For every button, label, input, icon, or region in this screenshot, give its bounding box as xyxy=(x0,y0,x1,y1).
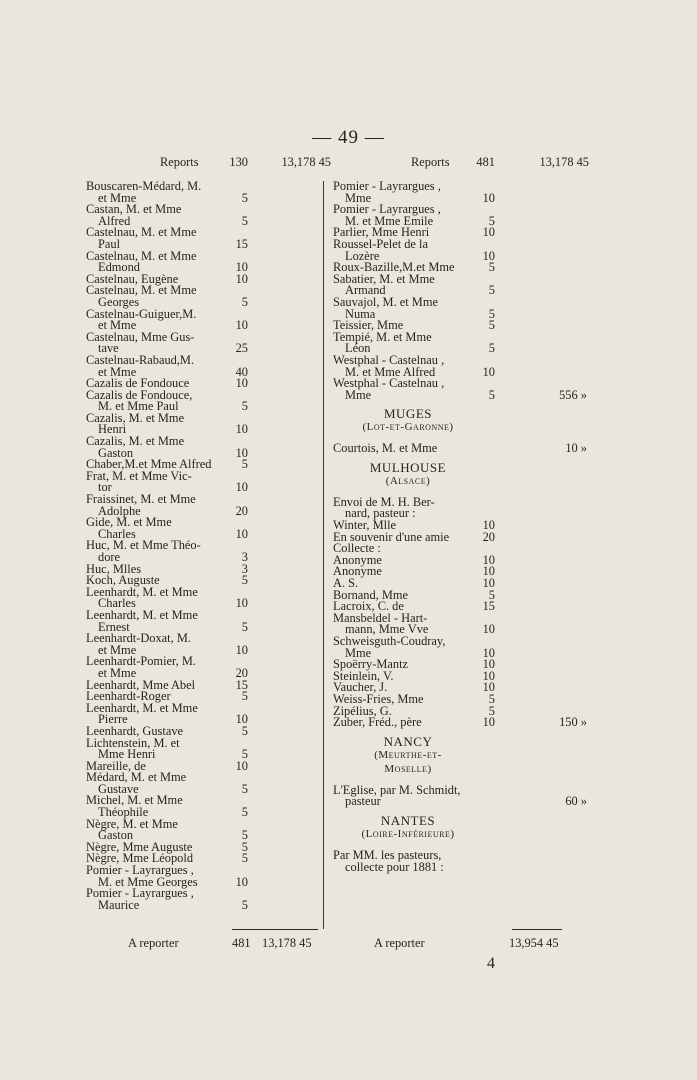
entry-name: Adolphe xyxy=(98,503,141,518)
entry-row xyxy=(86,540,326,552)
entry-amount: 10 xyxy=(482,622,495,637)
region-subheading: (Lot-et-Garonne) xyxy=(362,421,454,434)
entry-name: Parlier, Mme Henri xyxy=(333,225,430,240)
entry-amount: 5 xyxy=(241,213,248,228)
entry-name: Roux-Bazille,M.et Mme xyxy=(333,260,455,275)
entry-name: Alfred xyxy=(98,213,131,228)
entry-name: Courtois, M. et Mme xyxy=(333,441,438,456)
right-reports-count: 481 xyxy=(476,155,495,169)
entry-name: Paul xyxy=(98,236,121,251)
entry-amount: 10 xyxy=(482,552,495,567)
entry-name: Leenhardt, Gustave xyxy=(86,723,184,738)
entry-amount: 10 xyxy=(482,715,495,730)
entry-amount: 10 xyxy=(482,576,495,591)
entry-name: Schweisguth-Coudray, xyxy=(333,634,446,648)
entry-name: pasteur xyxy=(345,794,381,809)
entry-row xyxy=(86,227,326,239)
left-reports-amount: 13,178 45 xyxy=(281,155,331,169)
entry-name: Gustave xyxy=(98,781,139,796)
left-reports-count: 130 xyxy=(229,155,248,169)
entry-name: Cazalis, M. et Mme xyxy=(86,434,185,449)
entry-name: Castan, M. et Mme xyxy=(86,202,182,217)
entry-amount: 10 xyxy=(482,668,495,683)
entry-name: Bornand, Mme xyxy=(333,587,409,602)
region-subheading: (Alsace) xyxy=(385,474,431,487)
entry-name: Castelnau, M. et Mme xyxy=(86,225,197,240)
entry-name: Huc, Mlles xyxy=(86,561,142,576)
entry-name: L'Eglise, par M. Schmidt, xyxy=(333,782,461,797)
entry-amount: 5 xyxy=(241,399,248,414)
entry-name: Pierre xyxy=(98,712,128,727)
entry-amount: 10 xyxy=(235,376,248,391)
entry-row xyxy=(333,794,587,809)
entry-name: Mme Henri xyxy=(98,747,156,762)
entry-name: collecte pour 1881 : xyxy=(345,859,444,874)
left-reports-label: Reports xyxy=(160,155,199,169)
entry-name: et Mme xyxy=(98,665,137,680)
right-entry-list xyxy=(333,179,587,874)
left-carried-forward xyxy=(86,155,331,181)
entry-row xyxy=(333,441,587,456)
entry-amount: 5 xyxy=(241,573,248,588)
entry-amount: 10 xyxy=(235,445,248,460)
entry-amount: 5 xyxy=(241,457,248,472)
left-entry-list xyxy=(86,181,326,911)
entry-name: Spoërry-Mantz xyxy=(333,657,409,672)
entry-name: Sabatier, M. et Mme xyxy=(333,271,435,286)
entry-row xyxy=(86,897,326,912)
entry-name: Ernest xyxy=(98,619,130,634)
entry-name: Michel, M. et Mme xyxy=(86,793,183,808)
entry-amount: 5 xyxy=(241,619,248,634)
entry-name: Leenhardt-Doxat, M. xyxy=(86,631,191,646)
left-total-rule xyxy=(232,929,318,930)
entry-name: Leenhardt, Mme Abel xyxy=(86,677,196,692)
entry-name: Nègre, Mme Auguste xyxy=(86,839,193,854)
entry-amount: 5 xyxy=(488,703,495,718)
right-total-rule xyxy=(512,929,562,930)
city-heading: MULHOUSE xyxy=(369,459,447,475)
entry-name: Fraissinet, M. et Mme xyxy=(86,492,196,507)
entry-subtotal: 10 » xyxy=(565,441,587,456)
entry-name: Gaston xyxy=(98,445,134,460)
right-reports-label: Reports xyxy=(411,155,450,169)
entry-name: Cazalis, M. et Mme xyxy=(86,410,185,425)
entry-amount: 20 xyxy=(235,503,248,518)
entry-name: M. et Mme Paul xyxy=(98,399,179,414)
entry-name: Chaber,M.et Mme Alfred xyxy=(86,457,212,472)
entry-name: dore xyxy=(98,550,121,564)
entry-amount: 10 xyxy=(235,480,248,495)
entry-name: En souvenir d'une amie xyxy=(333,529,450,544)
entry-name: et Mme xyxy=(98,318,137,333)
entry-name: Frat, M. et Mme Vic- xyxy=(86,468,192,483)
entry-amount: 5 xyxy=(241,747,248,762)
right-to-carry-label: A reporter xyxy=(374,936,425,950)
entry-name: et Mme xyxy=(98,364,137,379)
entry-name: Leenhardt-Pomier, M. xyxy=(86,654,196,669)
entry-amount: 25 xyxy=(235,341,248,356)
entry-amount: 10 xyxy=(482,657,495,672)
region-subheading: Moselle) xyxy=(384,762,432,775)
entry-name: Westphal - Castelnau , xyxy=(333,376,445,391)
entry-amount: 5 xyxy=(241,781,248,796)
entry-amount: 10 xyxy=(235,596,248,611)
entry-amount: 3 xyxy=(241,561,248,576)
entry-name: Leenhardt, M. et Mme xyxy=(86,584,198,599)
entry-amount: 5 xyxy=(241,839,248,854)
entry-amount: 10 xyxy=(235,422,248,437)
region-subheading: (Meurthe-et- xyxy=(374,748,442,761)
entry-amount: 5 xyxy=(488,387,495,402)
entry-amount: 10 xyxy=(235,758,248,773)
entry-name: Charles xyxy=(98,596,136,611)
entry-name: et Mme xyxy=(98,642,137,657)
entry-amount: 5 xyxy=(241,723,248,738)
entry-name: Gide, M. et Mme xyxy=(86,515,172,530)
entry-amount: 5 xyxy=(488,283,495,298)
entry-name: Winter, Mlle xyxy=(333,518,397,533)
entry-name: nard, pasteur : xyxy=(345,506,416,521)
entry-name: Westphal - Castelnau , xyxy=(333,352,445,367)
entry-subtotal: 556 » xyxy=(559,387,587,402)
entry-name: Charles xyxy=(98,526,136,541)
entry-name: M. et Mme Alfred xyxy=(345,364,436,379)
entry-name: Vaucher, J. xyxy=(333,680,388,695)
entry-name: Pomier - Layrargues , xyxy=(86,863,194,878)
entry-name: Steinlein, V. xyxy=(333,668,394,683)
entry-name: Mansbeldel - Hart- xyxy=(333,610,428,625)
entry-name: Lozère xyxy=(345,248,380,263)
entry-name: Castelnau-Guiguer,M. xyxy=(86,306,197,321)
entry-name: Collecte : xyxy=(333,541,381,556)
city-heading: MUGES xyxy=(383,406,432,422)
right-column xyxy=(333,155,589,874)
entry-name: Edmond xyxy=(98,260,140,275)
entry-name: Cazalis de Fondouce, xyxy=(86,387,193,402)
section-gap xyxy=(333,401,573,408)
entry-name: Leenhardt, M. et Mme xyxy=(86,607,198,622)
entry-name: Lichtenstein, M. et xyxy=(86,735,180,750)
right-carried-forward xyxy=(333,155,589,181)
section-gap xyxy=(333,808,573,815)
entry-amount: 10 xyxy=(482,564,495,579)
entry-name: Mme xyxy=(345,645,372,660)
entry-name: Numa xyxy=(345,306,376,321)
entry-amount: 15 xyxy=(482,599,495,614)
entry-amount: 10 xyxy=(482,518,495,533)
entry-name: et Mme xyxy=(98,190,137,205)
left-to-carry-count: 481 xyxy=(232,936,251,950)
entry-name: Anonyme xyxy=(333,564,382,579)
entry-amount: 5 xyxy=(241,805,248,820)
entry-row xyxy=(333,387,587,402)
left-to-carry-amount: 13,178 45 xyxy=(262,936,312,950)
entry-subtotal: 60 » xyxy=(565,794,587,809)
entry-name: Zuber, Fréd., père xyxy=(333,715,422,730)
right-reports-amount: 13,178 45 xyxy=(539,155,589,169)
entry-amount: 5 xyxy=(241,851,248,866)
entry-name: Par MM. les pasteurs, xyxy=(333,847,442,862)
entry-name: mann, Mme Vve xyxy=(345,622,429,637)
entry-amount: 5 xyxy=(241,294,248,309)
entry-name: Anonyme xyxy=(333,552,382,567)
entry-name: Leenhardt, M. et Mme xyxy=(86,700,198,715)
entry-row xyxy=(333,715,587,730)
entry-name: M. et Mme Georges xyxy=(98,874,198,889)
entry-amount: 10 xyxy=(482,680,495,695)
entry-name: Castelnau, Eugène xyxy=(86,271,179,286)
entry-name: Weiss-Fries, Mme xyxy=(333,691,424,706)
entry-name: Pomier - Layrargues , xyxy=(333,202,441,217)
entry-name: Maurice xyxy=(98,897,140,912)
entry-name: Mme xyxy=(345,387,372,402)
entry-name: Zipélius, G. xyxy=(333,703,392,718)
entry-name: M. et Mme Emile xyxy=(345,213,434,228)
entry-name: Castelnau, M. et Mme xyxy=(86,248,197,263)
entry-amount: 15 xyxy=(235,236,248,251)
entry-name: Georges xyxy=(98,294,140,309)
column-divider xyxy=(323,181,324,929)
entry-amount: 5 xyxy=(241,897,248,912)
city-heading: NANCY xyxy=(383,733,433,749)
entry-amount: 10 xyxy=(235,271,248,286)
entry-name: Mareille, de xyxy=(86,758,146,773)
entry-amount: 10 xyxy=(235,874,248,889)
entry-name: Pomier - Layrargues , xyxy=(333,179,441,193)
entry-name: Henri xyxy=(98,422,127,437)
entry-name: Tempié, M. et Mme xyxy=(333,329,432,344)
left-to-carry-label: A reporter xyxy=(128,936,179,950)
entry-amount: 10 xyxy=(235,526,248,541)
entry-name: Castelnau-Rabaud,M. xyxy=(86,352,195,367)
entry-row xyxy=(86,329,326,344)
entry-amount: 15 xyxy=(235,677,248,692)
entry-amount: 5 xyxy=(488,306,495,321)
entry-row xyxy=(86,468,326,483)
entry-name: Envoi de M. H. Ber- xyxy=(333,494,435,509)
page-number: — 49 — xyxy=(312,127,385,148)
entry-name: Lacroix, C. de xyxy=(333,599,404,614)
entry-name: Théophile xyxy=(98,805,149,820)
city-heading: NANTES xyxy=(380,812,436,828)
entry-row xyxy=(333,566,573,578)
entry-amount: 10 xyxy=(482,248,495,263)
entry-name: Leenhardt-Roger xyxy=(86,689,171,704)
entry-amount: 10 xyxy=(235,260,248,275)
entry-name: Médard, M. et Mme xyxy=(86,770,187,785)
entry-name: Roussel-Pelet de la xyxy=(333,236,428,251)
entry-name: Armand xyxy=(345,283,386,298)
region-subheading: (Loire-Inférieure) xyxy=(361,827,455,840)
entry-name: Castelnau, Mme Gus- xyxy=(86,329,195,344)
entry-subtotal: 150 » xyxy=(559,715,587,730)
entry-amount: 5 xyxy=(241,828,248,843)
entry-amount: 10 xyxy=(235,318,248,333)
entry-amount: 5 xyxy=(488,318,495,333)
entry-amount: 5 xyxy=(488,341,495,356)
entry-amount: 10 xyxy=(235,712,248,727)
entry-amount: 5 xyxy=(241,689,248,704)
entry-amount: 5 xyxy=(488,587,495,602)
entry-name: Nègre, Mme Léopold xyxy=(86,851,194,866)
entry-amount: 40 xyxy=(235,364,248,379)
entry-name: Koch, Auguste xyxy=(86,573,160,588)
entry-name: Pomier - Layrargues , xyxy=(86,886,194,901)
entry-name: Nègre, M. et Mme xyxy=(86,816,178,831)
entry-amount: 10 xyxy=(482,190,495,205)
entry-name: Mme xyxy=(345,190,372,205)
entry-amount: 20 xyxy=(235,665,248,680)
right-to-carry-amount: 13,954 45 xyxy=(509,936,559,950)
entry-name: Cazalis de Fondouce xyxy=(86,376,190,391)
section-gap xyxy=(333,729,573,736)
signature-mark: 4 xyxy=(487,955,495,972)
entry-name: tor xyxy=(98,480,112,495)
entry-name: Léon xyxy=(345,341,371,356)
left-column xyxy=(86,155,331,912)
entry-name: Huc, M. et Mme Théo- xyxy=(86,538,201,553)
entry-amount: 10 xyxy=(482,364,495,379)
entry-name: A. S. xyxy=(333,576,359,591)
entry-amount: 5 xyxy=(241,190,248,205)
entry-amount: 10 xyxy=(482,645,495,660)
entry-name: Teissier, Mme xyxy=(333,318,404,333)
entry-amount: 5 xyxy=(488,260,495,275)
entry-amount: 3 xyxy=(241,550,248,564)
section-gap xyxy=(333,455,573,462)
entry-name: Gaston xyxy=(98,828,134,843)
entry-amount: 10 xyxy=(235,642,248,657)
entry-amount: 5 xyxy=(488,691,495,706)
entry-name: tave xyxy=(98,341,119,356)
entry-amount: 10 xyxy=(482,225,495,240)
entry-name: Castelnau, M. et Mme xyxy=(86,283,197,298)
entry-row xyxy=(333,859,573,874)
entry-name: Bouscaren-Médard, M. xyxy=(86,179,202,193)
entry-amount: 5 xyxy=(488,213,495,228)
entry-amount: 20 xyxy=(482,529,495,544)
entry-name: Sauvajol, M. et Mme xyxy=(333,294,438,309)
